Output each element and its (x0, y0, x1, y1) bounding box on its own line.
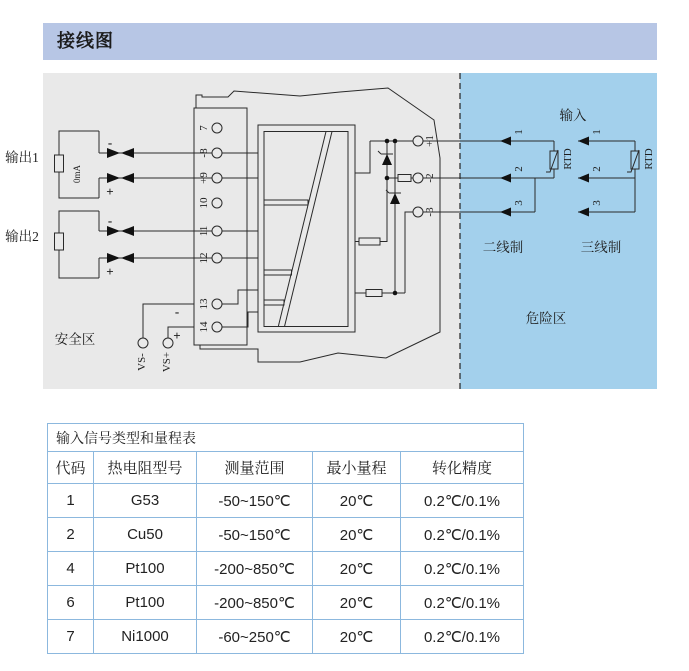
wire1-number-3w: 1 (591, 129, 603, 135)
table-cell: Pt100 (94, 552, 197, 586)
col-header-code: 代码 (48, 452, 94, 484)
wire1-number: 1 (513, 129, 525, 135)
terminal-13-label: 13 (198, 298, 210, 310)
table-row (48, 586, 524, 620)
table-cell: -50~150℃ (197, 484, 313, 518)
col-header-accuracy: 转化精度 (401, 452, 524, 484)
two-wire-label: 二线制 (482, 240, 524, 255)
col-header-min-span: 最小量程 (313, 452, 401, 484)
polarity-plus-1: + (106, 184, 114, 199)
table-row (48, 620, 524, 654)
terminal-11-label: 11 (198, 225, 210, 237)
table-cell: 0.2℃/0.1% (401, 518, 524, 552)
module-resistor-1 (359, 238, 380, 245)
vs-plus-label: VS+ (161, 351, 173, 373)
col-header-range: 测量范围 (197, 452, 313, 484)
table-cell: -200~850℃ (197, 586, 313, 620)
safe-zone-label: 安全区 (54, 332, 96, 347)
table-cell: 1 (48, 484, 94, 518)
hazard-zone-bg (460, 73, 657, 389)
load-resistor-2 (55, 233, 64, 250)
table-cell: 6 (48, 586, 94, 620)
loop-current-label: 0mA (72, 165, 82, 183)
polarity-plus-2: + (106, 264, 114, 279)
output1-label: 输出1 (5, 150, 39, 165)
rtd-label-3wire: RTD (643, 148, 655, 170)
module-resistor-2 (366, 290, 382, 297)
signal-range-table (47, 423, 524, 654)
wire2-number-3w: 2 (591, 166, 603, 172)
rtd-label-2wire: RTD (562, 148, 574, 170)
table-cell: 0.2℃/0.1% (401, 552, 524, 586)
table-cell: G53 (94, 484, 197, 518)
table-cell: 2 (48, 518, 94, 552)
supply-plus-sign: + (173, 328, 181, 343)
table-cell: -50~150℃ (197, 518, 313, 552)
terminal-14-label: 14 (198, 321, 210, 333)
terminal-2-label: -2 (424, 173, 436, 183)
three-wire-label: 三线制 (580, 240, 622, 255)
table-cell: 0.2℃/0.1% (401, 620, 524, 654)
terminal-8-label: -8 (198, 148, 210, 158)
table-cell: Cu50 (94, 518, 197, 552)
input-label: 输入 (559, 108, 587, 123)
supply-minus-sign: - (174, 304, 180, 319)
terminal-7-label: 7 (198, 125, 210, 131)
table-cell: 20℃ (313, 586, 401, 620)
table-cell: 20℃ (313, 518, 401, 552)
danger-zone-label: 危险区 (525, 311, 567, 326)
table-row (48, 484, 524, 518)
table-cell: -200~850℃ (197, 552, 313, 586)
wire3-number-3w: 3 (591, 200, 603, 206)
wire2-number: 2 (513, 166, 525, 172)
output2-label: 输出2 (5, 229, 39, 244)
table-cell: -60~250℃ (197, 620, 313, 654)
polarity-minus-2: - (107, 213, 113, 228)
table-cell: 0.2℃/0.1% (401, 484, 524, 518)
terminal-3-label: -3 (424, 207, 436, 217)
col-header-rtd-type: 热电阻型号 (94, 452, 197, 484)
table-cell: 20℃ (313, 552, 401, 586)
table-cell: 4 (48, 552, 94, 586)
series-resistor (398, 175, 411, 182)
section-title: 接线图 (43, 23, 657, 60)
wire3-number: 3 (513, 200, 525, 206)
table-cell: 20℃ (313, 620, 401, 654)
terminal-1-label: +1 (424, 135, 436, 147)
terminal-12-label: 12 (198, 252, 210, 264)
table-title: 输入信号类型和量程表 (48, 424, 524, 452)
table-cell: 7 (48, 620, 94, 654)
table-cell: 0.2℃/0.1% (401, 586, 524, 620)
table-cell: Ni1000 (94, 620, 197, 654)
polarity-minus-1: - (107, 135, 113, 150)
vs-minus-label: VS- (136, 353, 148, 371)
table-cell: Pt100 (94, 586, 197, 620)
load-resistor-1 (55, 155, 64, 172)
terminal-10-label: 10 (198, 197, 210, 209)
terminal-9-label: +9 (198, 172, 210, 184)
table-row (48, 552, 524, 586)
table-cell: 20℃ (313, 484, 401, 518)
table-row (48, 518, 524, 552)
